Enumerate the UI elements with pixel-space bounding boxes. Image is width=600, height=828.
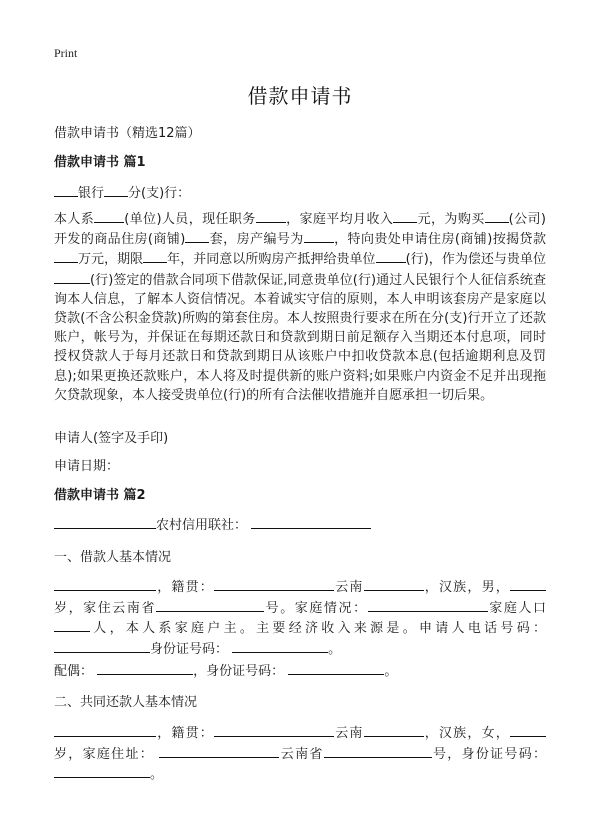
blank-field [364,577,424,591]
body-text: 号。家庭情况： [264,600,368,616]
body-text: 岁，家庭住址： [54,746,155,762]
blank-field [256,209,286,223]
blank-field [159,744,279,758]
blank-field [214,723,334,737]
body-text: 。 [150,767,164,783]
body-text: 年，并同意以所购房产抵押给贵单位 [167,252,376,268]
borrower-info [54,577,546,659]
blank-field [54,249,78,263]
coop-label: 农村信用联社： [156,518,248,533]
blank-field [251,515,371,529]
blank-field [214,577,334,591]
blank-field [54,515,156,529]
body-text: (行)，作为偿还与贵单位 [405,252,546,268]
body-text: 云南省 [279,746,324,762]
body-text: 号，身份证号码： [431,746,546,762]
blank-field [232,639,328,653]
blank-field [288,661,384,675]
section-1-heading: 借款申请书 篇1 [54,155,146,170]
blank-field [304,229,334,243]
body-text: 元，为购买 [417,212,485,227]
blank-field [510,723,546,737]
blank-field [510,577,546,591]
body-text: 岁，家住云南省 [54,600,157,616]
blank-field [54,639,150,653]
body-text: ，特向贵处申请住房(商铺)按揭贷款 [333,232,546,248]
blank-field [143,249,167,263]
print-label[interactable]: Print [54,46,78,60]
body-text: (行)签定的借款合同项下借款保证,同意贵单位(行)通过人民银行个人征信系统查询本人信息，了解本人资信情况。本着诚实守信的原则，本人申明该套房产是家庭以贷款(不含公积金贷款)所购的第套住房。本人按照贵行要求在所在分(支)行开立了还款账户，帐号为，并保证在每期还款日和贷款到期日前足额存入当期还本付息项，同时授权贷款人于每月还款日和贷款到期日从该账户中扣收贷款本息(包括逾期利息及罚息);如果更换还款账户，本人将及时提供新的账户资料;如果账户内资金不足并出现拖欠贷款现象，本人接受贵单位(行)的所有合法催收措施并自愿承担一切后果。 [54,272,546,403]
spouse-line [54,660,397,679]
signer-label: 申请人(签字及手印) [54,431,169,446]
body-text: 云南 [334,726,364,741]
body-text: ，籍贯： [156,726,214,741]
body-text: 套，房产编号为 [209,232,304,248]
body-text: 人，本人系家庭户主。主要经济收入来源是。申请人电话号码： [90,621,546,637]
blank-field [368,598,488,612]
body-text: 万元，期限 [78,252,144,268]
blank-field [97,661,193,675]
blank-field [156,598,264,612]
blank-field [104,183,128,197]
body-text: ，籍贯： [156,580,214,595]
blank-field [54,270,90,284]
body-text: 云南 [334,580,364,595]
coop-line [54,514,371,533]
body-text: ，家庭平均月收入 [285,212,394,227]
blank-field [54,764,150,778]
borrower-heading: 一、借款人基本情况 [54,550,172,565]
body-text: 家庭人口 [487,600,546,616]
body-text: ，汉族，女， [423,726,510,741]
coborrower-info [54,723,546,785]
blank-field [94,209,124,223]
blank-field [185,229,209,243]
section-1-body [54,209,546,405]
blank-field [364,723,424,737]
blank-field [324,744,432,758]
blank-field [376,249,406,263]
section-2-heading: 借款申请书 篇2 [54,488,146,503]
blank-field [54,183,78,197]
spouse-id-label: ，身份证号码： [193,664,285,679]
spouse-label: 配偶： [54,664,94,679]
blank-field [54,723,156,737]
bank-label: 银行 [78,186,105,201]
body-text: (公司)开发的商品住房(商铺) [54,212,546,248]
date-label: 申请日期： [54,459,120,474]
body-text: 。 [384,664,398,679]
document-title: 借款申请书 [247,84,353,108]
blank-field [485,209,509,223]
body-text: ，汉族，男， [423,580,510,595]
body-text: (单位)人员，现任职务 [124,212,256,227]
body-text: 本人系 [54,212,95,227]
coborrower-heading: 二、共同还款人基本情况 [54,695,198,710]
blank-field [54,618,90,632]
branch-label: 分(支)行： [128,186,191,201]
body-text: 。 [328,641,342,657]
body-text: 身份证号码： [150,641,229,657]
addressee-line [54,182,190,201]
blank-field [393,209,417,223]
blank-field [54,577,156,591]
document-subtitle: 借款申请书（精选12篇） [54,126,201,141]
